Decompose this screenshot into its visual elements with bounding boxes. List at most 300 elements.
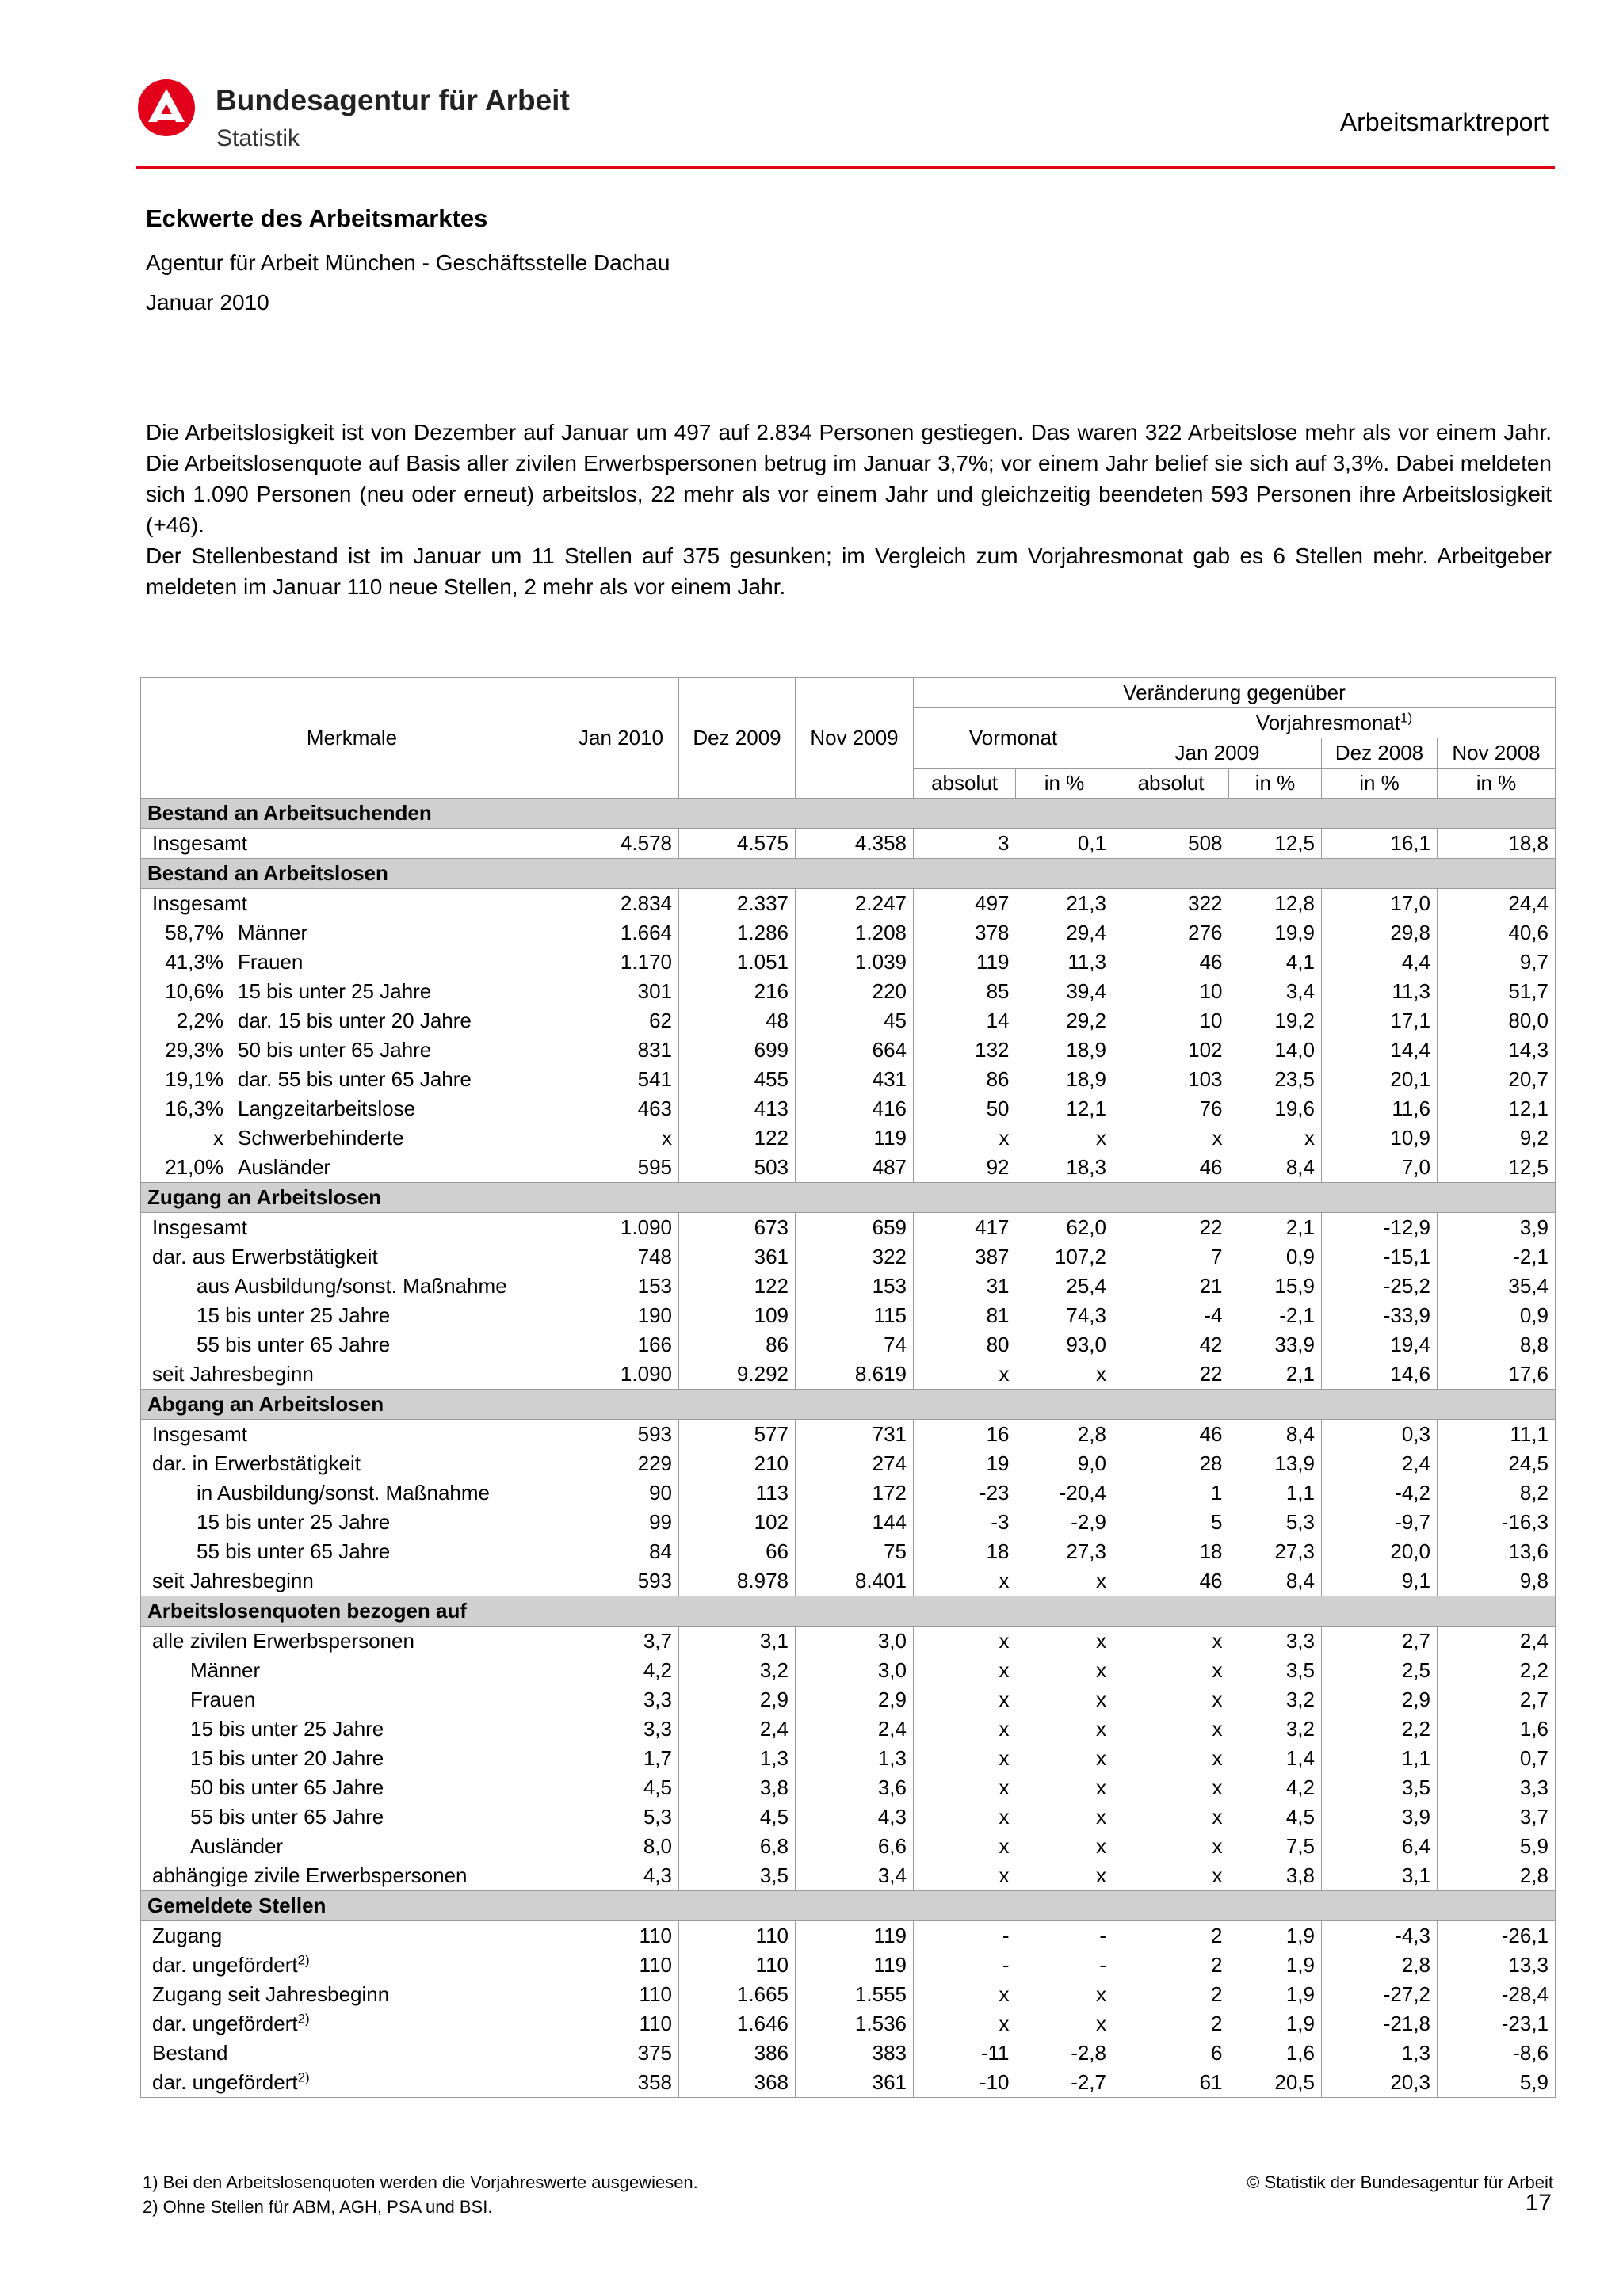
row-label: [141, 829, 563, 859]
table-cell: 1.536: [796, 2009, 914, 2039]
table-cell: 1.208: [796, 918, 914, 948]
section-fill: [563, 859, 1556, 889]
table-cell: 1.090: [563, 1360, 679, 1390]
table-cell: x: [914, 1656, 1016, 1685]
table-cell: 166: [563, 1330, 679, 1360]
table-cell: 2,8: [1438, 1861, 1556, 1891]
table-cell: 12,8: [1229, 889, 1322, 919]
table-cell: 12,5: [1438, 1153, 1556, 1183]
table-cell: x: [1016, 1832, 1113, 1861]
table-cell: 119: [914, 948, 1016, 977]
row-label: [141, 1478, 563, 1508]
table-cell: 24,5: [1438, 1449, 1556, 1478]
table-cell: 6,8: [679, 1832, 796, 1861]
row-label-text: Frauen: [190, 1688, 256, 1711]
row-share-percent: 16,3%: [165, 1097, 223, 1120]
table-row: [141, 1627, 1556, 1657]
row-label-text: Ausländer: [238, 1155, 331, 1179]
table-cell: 14,0: [1229, 1035, 1322, 1065]
table-cell: 122: [679, 1272, 796, 1301]
table-cell: 29,8: [1322, 918, 1438, 948]
table-cell: 21: [1113, 1272, 1229, 1301]
table-cell: 6,6: [796, 1832, 914, 1861]
table-cell: 1.039: [796, 948, 914, 977]
row-label-text: Ausländer: [190, 1834, 284, 1858]
row-label: [141, 1566, 563, 1596]
table-cell: 378: [914, 918, 1016, 948]
table-cell: 3,5: [1229, 1656, 1322, 1685]
table-cell: -4,3: [1322, 1921, 1438, 1951]
row-label: [141, 1656, 563, 1685]
table-row: [141, 2039, 1556, 2068]
table-cell: x: [1016, 1861, 1113, 1891]
section-header-row: [141, 1183, 1556, 1213]
table-cell: x: [1016, 1773, 1113, 1802]
row-label: [141, 1360, 563, 1390]
section-title: Abgang an Arbeitslosen: [141, 1390, 563, 1420]
table-row: [141, 1656, 1556, 1685]
table-cell: 119: [796, 1951, 914, 1980]
table-cell: 3,2: [1229, 1714, 1322, 1744]
row-label: [141, 1213, 563, 1243]
table-cell: 2,9: [796, 1685, 914, 1714]
table-cell: -12,9: [1322, 1213, 1438, 1243]
table-cell: 1,1: [1229, 1478, 1322, 1508]
table-cell: 1,9: [1229, 1921, 1322, 1951]
table-cell: 3,5: [1322, 1773, 1438, 1802]
header-rule: [136, 166, 1555, 169]
row-label: [141, 1272, 563, 1301]
table-cell: 15,9: [1229, 1272, 1322, 1301]
row-share-percent: 10,6%: [165, 979, 223, 1003]
table-cell: 1,4: [1229, 1744, 1322, 1773]
table-cell: 1,7: [563, 1744, 679, 1773]
table-cell: 1,6: [1438, 1714, 1556, 1744]
row-label: [141, 1832, 563, 1861]
table-cell: 368: [679, 2068, 796, 2098]
row-label-text: 15 bis unter 20 Jahre: [190, 1746, 384, 1770]
row-label: [141, 1123, 563, 1153]
table-cell: 110: [563, 1951, 679, 1980]
row-label-text: Zugang seit Jahresbeginn: [152, 1982, 390, 2006]
table-cell: 3,8: [679, 1773, 796, 1802]
row-share-percent: x: [213, 1126, 223, 1150]
table-cell: 46: [1113, 1566, 1229, 1596]
table-cell: -: [914, 1921, 1016, 1951]
table-cell: -23,1: [1438, 2009, 1556, 2039]
table-row: [141, 1773, 1556, 1802]
table-cell: 4,5: [563, 1773, 679, 1802]
row-label-text: in Ausbildung/sonst. Maßnahme: [197, 1481, 490, 1505]
table-row: [141, 1449, 1556, 1478]
section-fill: [563, 1596, 1556, 1627]
table-cell: 2,7: [1322, 1627, 1438, 1657]
row-share-percent: 41,3%: [165, 950, 223, 974]
table-cell: 3,7: [563, 1627, 679, 1657]
table-cell: 18,9: [1016, 1065, 1113, 1094]
table-cell: x: [914, 1360, 1016, 1390]
section-title: Arbeitslosenquoten bezogen auf: [141, 1596, 563, 1627]
table-cell: 6: [1113, 2039, 1229, 2068]
table-cell: x: [914, 1123, 1016, 1153]
table-cell: 1.051: [679, 948, 796, 977]
table-cell: 8,0: [563, 1832, 679, 1861]
table-cell: -4,2: [1322, 1478, 1438, 1508]
table-cell: x: [914, 1802, 1016, 1832]
table-cell: 1.555: [796, 1980, 914, 2009]
table-cell: 103: [1113, 1065, 1229, 1094]
table-cell: x: [1113, 1656, 1229, 1685]
table-cell: 3,8: [1229, 1861, 1322, 1891]
table-cell: 11,3: [1322, 977, 1438, 1006]
row-label-text: 15 bis unter 25 Jahre: [238, 979, 432, 1003]
table-cell: -15,1: [1322, 1242, 1438, 1272]
table-cell: 19,6: [1229, 1094, 1322, 1123]
table-row: [141, 1272, 1556, 1301]
row-label: [141, 1861, 563, 1891]
header-vorjahresmonat: Vorjahresmonat$^{1)}$: [1113, 708, 1556, 738]
table-cell: 8.401: [796, 1566, 914, 1596]
table-cell: 301: [563, 977, 679, 1006]
row-label-text: dar. 55 bis unter 65 Jahre: [238, 1067, 472, 1091]
row-label: [141, 948, 563, 977]
table-cell: 3,4: [1229, 977, 1322, 1006]
table-cell: x: [1016, 1980, 1113, 2009]
row-share-percent: 2,2%: [176, 1009, 223, 1032]
table-row: [141, 1420, 1556, 1450]
table-cell: 19,2: [1229, 1006, 1322, 1035]
table-cell: 2,5: [1322, 1656, 1438, 1685]
table-cell: 383: [796, 2039, 914, 2068]
table-cell: 85: [914, 977, 1016, 1006]
table-row: [141, 1566, 1556, 1596]
section-fill: [563, 1891, 1556, 1921]
table-cell: 3,5: [679, 1861, 796, 1891]
table-cell: 2.834: [563, 889, 679, 919]
table-cell: 61: [1113, 2068, 1229, 2098]
table-cell: x: [914, 1832, 1016, 1861]
row-label: [141, 1449, 563, 1478]
table-cell: 2: [1113, 1980, 1229, 2009]
row-label: [141, 1242, 563, 1272]
table-cell: 1,3: [796, 1744, 914, 1773]
table-cell: 102: [1113, 1035, 1229, 1065]
table-cell: 115: [796, 1301, 914, 1330]
row-label-text: Männer: [238, 921, 308, 944]
row-label-text: Zugang: [152, 1924, 223, 1947]
table-cell: 455: [679, 1065, 796, 1094]
table-cell: 1.170: [563, 948, 679, 977]
table-cell: 2,9: [679, 1685, 796, 1714]
table-row: [141, 1330, 1556, 1360]
table-cell: x: [1016, 1714, 1113, 1744]
table-cell: x: [1113, 1861, 1229, 1891]
section-title: Zugang an Arbeitslosen: [141, 1183, 563, 1213]
org-name: Bundesagentur für Arbeit: [216, 84, 570, 116]
table-row: [141, 1980, 1556, 2009]
table-cell: 1,3: [1322, 2039, 1438, 2068]
table-cell: 3,3: [1229, 1627, 1322, 1657]
table-cell: 229: [563, 1449, 679, 1478]
table-cell: 210: [679, 1449, 796, 1478]
table-cell: 18: [1113, 1537, 1229, 1566]
table-cell: 220: [796, 977, 914, 1006]
intro-paragraph: Die Arbeitslosigkeit ist von Dezember auf Januar um 497 auf 2.834 Personen gestiegen. Das waren 322 Arbeitslose mehr als vor einem Jahr. Die Arbeitslosenquote auf Basis aller zivilen Erwerbspersonen betrug im Januar 3,7%; vor einem Jahr belief sie sich auf 3,3%. Dabei meldeten sich 1.090 Personen (neu oder erneut) arbeitslos, 22 mehr als vor einem Jahr und gleichzeitig beendeten 593 Personen ihre Arbeitslosigkeit (+46).: [146, 420, 1552, 537]
table-cell: 413: [679, 1094, 796, 1123]
row-label: [141, 1951, 563, 1980]
table-cell: -25,2: [1322, 1272, 1438, 1301]
table-cell: -20,4: [1016, 1478, 1113, 1508]
table-cell: 20,5: [1229, 2068, 1322, 2098]
table-cell: x: [1113, 1685, 1229, 1714]
page-header: [136, 73, 1555, 170]
row-label: [141, 977, 563, 1006]
table-cell: 2: [1113, 1951, 1229, 1980]
table-cell: 2,2: [1322, 1714, 1438, 1744]
table-cell: 577: [679, 1420, 796, 1450]
row-label: [141, 1744, 563, 1773]
table-cell: 416: [796, 1094, 914, 1123]
table-cell: 7: [1113, 1242, 1229, 1272]
table-cell: 119: [796, 1921, 914, 1951]
table-cell: 109: [679, 1301, 796, 1330]
section-header-row: [141, 1596, 1556, 1627]
table-cell: 62: [563, 1006, 679, 1035]
row-label-text: 55 bis unter 65 Jahre: [197, 1539, 391, 1563]
table-cell: 172: [796, 1478, 914, 1508]
table-cell: 1.664: [563, 918, 679, 948]
table-row: [141, 829, 1556, 859]
table-cell: 93,0: [1016, 1330, 1113, 1360]
table-cell: 417: [914, 1213, 1016, 1243]
table-cell: 80,0: [1438, 1006, 1556, 1035]
table-cell: 4.575: [679, 829, 796, 859]
table-cell: 3,3: [563, 1685, 679, 1714]
row-label: [141, 2068, 563, 2098]
table-cell: 46: [1113, 1153, 1229, 1183]
table-cell: 8,4: [1229, 1566, 1322, 1596]
table-cell: 62,0: [1016, 1213, 1113, 1243]
section-header-row: [141, 799, 1556, 829]
table-cell: 153: [796, 1272, 914, 1301]
table-cell: x: [1113, 1802, 1229, 1832]
table-row: [141, 1065, 1556, 1094]
table-cell: x: [1113, 1627, 1229, 1657]
table-cell: 2,4: [796, 1714, 914, 1744]
table-cell: 593: [563, 1566, 679, 1596]
table-cell: 2: [1113, 2009, 1229, 2039]
table-row: [141, 1123, 1556, 1153]
header-absolut: absolut: [914, 769, 1016, 799]
table-cell: -3: [914, 1508, 1016, 1537]
row-label: [141, 1301, 563, 1330]
table-cell: 75: [796, 1537, 914, 1566]
table-cell: 3,6: [796, 1773, 914, 1802]
page-subtitle: Agentur für Arbeit München - Geschäftsstelle Dachau: [146, 250, 670, 275]
row-label: [141, 1035, 563, 1065]
table-cell: 2.337: [679, 889, 796, 919]
table-cell: 7,0: [1322, 1153, 1438, 1183]
row-label-text: Langzeitarbeitslose: [238, 1097, 416, 1120]
table-cell: 216: [679, 977, 796, 1006]
table-cell: 361: [796, 2068, 914, 2098]
header-dez2009: Dez 2009: [679, 678, 796, 799]
copyright: © Statistik der Bundesagentur für Arbeit: [1247, 2172, 1553, 2192]
table-cell: 29,4: [1016, 918, 1113, 948]
table-cell: 14,6: [1322, 1360, 1438, 1390]
table-cell: 10,9: [1322, 1123, 1438, 1153]
table-row: [141, 948, 1556, 977]
table-cell: 39,4: [1016, 977, 1113, 1006]
table-cell: x: [1016, 1627, 1113, 1657]
row-label: [141, 1921, 563, 1951]
table-cell: x: [1113, 1744, 1229, 1773]
table-cell: 0,7: [1438, 1744, 1556, 1773]
table-cell: x: [914, 1714, 1016, 1744]
table-cell: 2,4: [1322, 1449, 1438, 1478]
table-cell: 595: [563, 1153, 679, 1183]
row-label-text: Bestand: [152, 2041, 228, 2065]
table-row: [141, 1832, 1556, 1861]
row-label-text: Insgesamt: [152, 1422, 247, 1446]
key-figures-table: [140, 677, 1556, 2098]
row-label: [141, 2039, 563, 2068]
table-cell: 110: [563, 2009, 679, 2039]
table-cell: x: [1113, 1123, 1229, 1153]
table-cell: 2,2: [1438, 1656, 1556, 1685]
table-cell: 13,3: [1438, 1951, 1556, 1980]
table-cell: x: [914, 1627, 1016, 1657]
row-label-text: alle zivilen Erwerbspersonen: [152, 1629, 414, 1653]
table-cell: 386: [679, 2039, 796, 2068]
table-cell: 35,4: [1438, 1272, 1556, 1301]
table-cell: 29,2: [1016, 1006, 1113, 1035]
table-cell: x: [1113, 1714, 1229, 1744]
footnote-2: 2) Ohne Stellen für ABM, AGH, PSA und BSI.: [143, 2197, 493, 2217]
table-cell: x: [914, 1773, 1016, 1802]
table-row: [141, 1478, 1556, 1508]
table-cell: x: [914, 1566, 1016, 1596]
table-cell: 503: [679, 1153, 796, 1183]
table-cell: 24,4: [1438, 889, 1556, 919]
table-cell: 66: [679, 1537, 796, 1566]
table-cell: 20,0: [1322, 1537, 1438, 1566]
table-cell: 31: [914, 1272, 1016, 1301]
header-absolut: absolut: [1113, 769, 1229, 799]
row-label: [141, 1802, 563, 1832]
table-row: [141, 918, 1556, 948]
table-cell: 9,8: [1438, 1566, 1556, 1596]
row-label: [141, 889, 563, 919]
table-cell: -8,6: [1438, 2039, 1556, 2068]
table-cell: x: [1016, 1685, 1113, 1714]
table-cell: 18,9: [1016, 1035, 1113, 1065]
table-cell: x: [1016, 2009, 1113, 2039]
row-label-text: 50 bis unter 65 Jahre: [190, 1775, 384, 1799]
table-cell: 16: [914, 1420, 1016, 1450]
section-header-row: [141, 859, 1556, 889]
table-cell: 19: [914, 1449, 1016, 1478]
table-cell: 13,6: [1438, 1537, 1556, 1566]
row-label-text: Insgesamt: [152, 831, 247, 855]
table-cell: 12,1: [1016, 1094, 1113, 1123]
table-cell: 5,9: [1438, 2068, 1556, 2098]
table-row: [141, 977, 1556, 1006]
row-label-text: Insgesamt: [152, 1215, 247, 1239]
table-cell: 3,1: [1322, 1861, 1438, 1891]
table-cell: 4,5: [679, 1802, 796, 1832]
table-cell: 8,4: [1229, 1420, 1322, 1450]
row-label-text: dar. 15 bis unter 20 Jahre: [238, 1009, 472, 1032]
table-cell: 361: [679, 1242, 796, 1272]
header-merkmale: Merkmale: [141, 678, 563, 799]
table-cell: x: [914, 1980, 1016, 2009]
table-cell: 1,1: [1322, 1744, 1438, 1773]
table-cell: -4: [1113, 1301, 1229, 1330]
table-cell: 110: [563, 1980, 679, 2009]
table-cell: 0,9: [1438, 1301, 1556, 1330]
table-cell: 86: [914, 1065, 1016, 1094]
table-cell: 4,3: [563, 1861, 679, 1891]
table-cell: 0,9: [1229, 1242, 1322, 1272]
row-label-text: aus Ausbildung/sonst. Maßnahme: [197, 1274, 507, 1298]
footnote-marker: 2): [297, 2069, 310, 2085]
table-row: [141, 2068, 1556, 2098]
table-cell: 22: [1113, 1213, 1229, 1243]
table-cell: 27,3: [1229, 1537, 1322, 1566]
table-cell: 50: [914, 1094, 1016, 1123]
table-cell: 23,5: [1229, 1065, 1322, 1094]
section-header-row: [141, 1390, 1556, 1420]
table-cell: 2,8: [1016, 1420, 1113, 1450]
table-cell: 74: [796, 1330, 914, 1360]
header-jan2010: Jan 2010: [563, 678, 679, 799]
table-cell: 3,0: [796, 1627, 914, 1657]
table-cell: 40,6: [1438, 918, 1556, 948]
table-cell: 664: [796, 1035, 914, 1065]
table-cell: 90: [563, 1478, 679, 1508]
table-cell: 2,7: [1438, 1685, 1556, 1714]
table-cell: x: [1016, 1744, 1113, 1773]
table-row: [141, 1094, 1556, 1123]
row-share-percent: 29,3%: [165, 1038, 223, 1062]
row-label: [141, 1537, 563, 1566]
table-row: [141, 1744, 1556, 1773]
table-cell: 8,2: [1438, 1478, 1556, 1508]
table-cell: 102: [679, 1508, 796, 1537]
table-cell: 12,1: [1438, 1094, 1556, 1123]
row-label: [141, 918, 563, 948]
table-cell: x: [1016, 1123, 1113, 1153]
table-cell: 110: [563, 1921, 679, 1951]
row-label-text: 15 bis unter 25 Jahre: [197, 1303, 391, 1327]
table-cell: 2,8: [1322, 1951, 1438, 1980]
table-cell: 375: [563, 2039, 679, 2068]
table-cell: 1,3: [679, 1744, 796, 1773]
row-share-percent: 58,7%: [165, 921, 223, 944]
table-cell: 322: [796, 1242, 914, 1272]
table-row: [141, 1035, 1556, 1065]
table-cell: 110: [679, 1921, 796, 1951]
table-cell: 9,1: [1322, 1566, 1438, 1596]
table-cell: x: [1016, 1802, 1113, 1832]
table-cell: 8,4: [1229, 1153, 1322, 1183]
table-cell: -10: [914, 2068, 1016, 2098]
table-cell: 1: [1113, 1478, 1229, 1508]
table-cell: 4,1: [1229, 948, 1322, 977]
table-cell: -: [1016, 1951, 1113, 1980]
table-row: [141, 1360, 1556, 1390]
